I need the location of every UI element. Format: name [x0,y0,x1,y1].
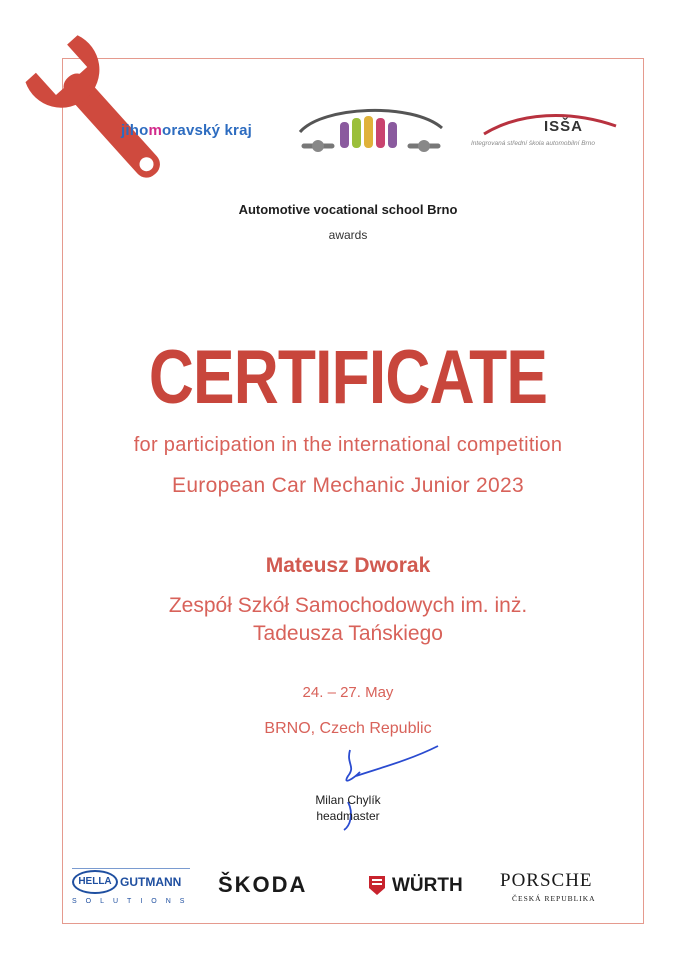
school-line2: Tadeusza Tańskiego [253,622,443,645]
signatory-name: Milan Chylík [315,793,381,807]
region-logo-part3: oravský kraj [162,122,252,139]
wurth-icon [367,874,387,896]
car-logo-icon [292,102,448,158]
awards-text: awards [328,228,368,242]
region-logo-part2: m [148,122,163,139]
gutmann-logo: GUTMANN [120,875,182,889]
event-dates: 24. – 27. May [302,684,394,701]
skoda-logo: ŠKODA [218,872,308,897]
recipient-name: Mateusz Dworak [265,554,431,577]
subtitle-line1: for participation in the international competition [133,434,563,456]
wurth-logo: WÜRTH [392,875,463,896]
sponsor-logos [64,864,642,914]
hella-divider [72,868,190,869]
issa-logo-mark: ISŠA [544,118,584,135]
school-line1: Zespół Szkół Samochodowych im. inż. [168,594,528,617]
solutions-text: SOLUTIONS [72,898,194,905]
certificate-title: CERTIFICATE [148,335,548,420]
porsche-subtitle: ČESKÁ REPUBLIKA [512,894,596,903]
issa-logo-subtitle: Integrovaná střední škola automobilní Brno [471,140,595,147]
issuer-name: Automotive vocational school Brno [238,202,458,217]
region-logo [121,122,252,139]
event-place: BRNO, Czech Republic [264,720,432,737]
hella-logo: HELLA [72,870,118,894]
porsche-logo: PORSCHE [500,870,593,891]
region-logo-part1: jiho [121,122,149,139]
subtitle-line2: European Car Mechanic Junior 2023 [172,474,524,497]
signatory-role: headmaster [316,809,380,823]
wrench-icon [20,12,170,202]
